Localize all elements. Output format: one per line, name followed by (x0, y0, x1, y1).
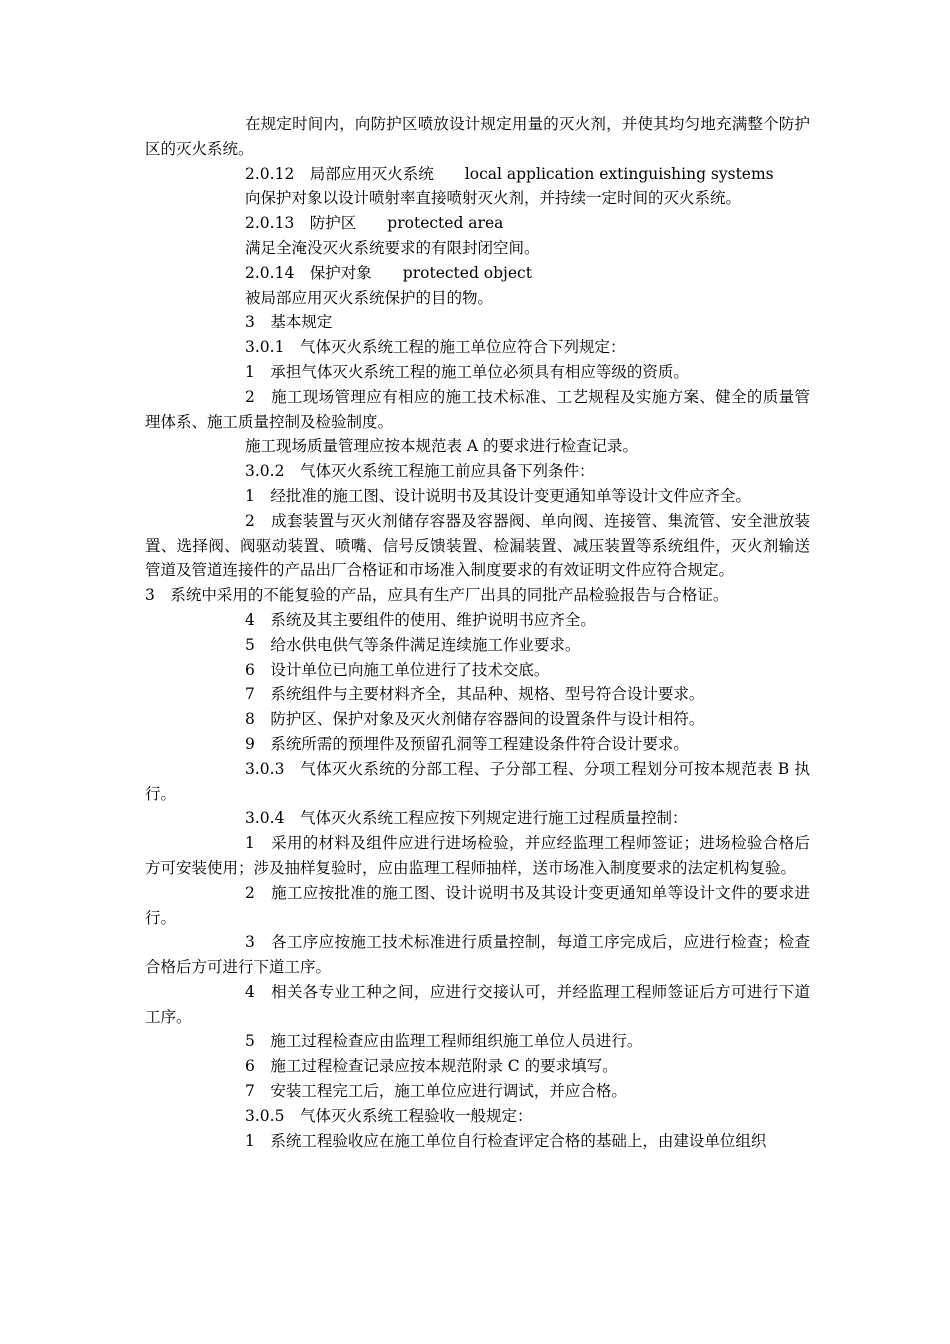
paragraph: 施工现场质量管理应按本规范表 A 的要求进行检查记录。 (245, 437, 639, 456)
term-heading-2-0-13: 2.0.13 防护区 protected area (245, 214, 504, 233)
list-item: 4 系统及其主要组件的使用、维护说明书应齐全。 (245, 610, 596, 629)
list-item: 8 防护区、保护对象及灭火剂储存容器间的设置条件与设计相符。 (245, 710, 705, 729)
list-item: 3 系统中采用的不能复验的产品，应具有生产厂出具的同批产品检验报告与合格证。 (145, 586, 729, 605)
list-item: 1 经批准的施工图、设计说明书及其设计变更通知单等设计文件应齐全。 (245, 486, 751, 505)
list-item: 4 相关各专业工种之间，应进行交接认可，并经监理工程师签证后方可进行下道工序。 (145, 982, 810, 1026)
list-item: 1 系统工程验收应在施工单位自行检查评定合格的基础上，由建设单位组织 (245, 1131, 767, 1150)
list-item: 3 各工序应按施工技术标准进行质量控制，每道工序完成后，应进行检查；检查合格后方可进行下道工序。 (145, 933, 810, 977)
clause-3-0-1: 3.0.1 气体灭火系统工程的施工单位应符合下列规定： (245, 338, 626, 357)
list-item: 1 承担气体灭火系统工程的施工单位必须具有相应等级的资质。 (245, 362, 689, 381)
list-item: 2 施工现场管理应有相应的施工技术标准、工艺规程及实施方案、健全的质量管理体系、施工质量控制及检验制度。 (145, 387, 810, 431)
paragraph: 被局部应用灭火系统保护的目的物。 (245, 288, 494, 307)
clause-3-0-5: 3.0.5 气体灭火系统工程验收一般规定： (245, 1106, 533, 1125)
term-heading-2-0-14: 2.0.14 保护对象 protected object (245, 263, 532, 282)
list-item: 7 系统组件与主要材料齐全，其品种、规格、型号符合设计要求。 (245, 685, 705, 704)
list-item: 2 施工应按批准的施工图、设计说明书及其设计变更通知单等设计文件的要求进行。 (145, 883, 810, 927)
document-page (145, 112, 810, 1153)
list-item: 2 成套装置与灭火剂储存容器及容器阀、单向阀、连接管、集流管、安全泄放装置、选择阀、阀驱动装置、喷嘴、信号反馈装置、检漏装置、减压装置等系统组件，灭火剂输送管道及管道连接件的产品出厂合格证和市场准入制度要求的有效证明文件应符合规定。 (145, 511, 810, 580)
list-item: 7 安装工程完工后，施工单位应进行调试，并应合格。 (245, 1082, 627, 1101)
paragraph: 满足全淹没灭火系统要求的有限封闭空间。 (245, 238, 540, 257)
list-item: 1 采用的材料及组件应进行进场检验，并应经监理工程师签证；进场检验合格后方可安装使用；涉及抽样复验时，应由监理工程师抽样，送市场准入制度要求的法定机构复验。 (145, 834, 810, 877)
section-heading-3: 3 基本规定 (245, 313, 333, 332)
clause-3-0-2: 3.0.2 气体灭火系统工程施工前应具备下列条件： (245, 462, 595, 481)
clause-3-0-3: 3.0.3 气体灭火系统的分部工程、子分部工程、分项工程划分可按本规范表 B 执行。 (145, 759, 810, 803)
paragraph: 在规定时间内，向防护区喷放设计规定用量的灭火剂，并使其均匀地充满整个防护区的灭火系统。 (145, 115, 810, 158)
paragraph: 向保护对象以设计喷射率直接喷射灭火剂，并持续一定时间的灭火系统。 (245, 189, 742, 208)
clause-3-0-4: 3.0.4 气体灭火系统工程应按下列规定进行施工过程质量控制： (245, 809, 688, 828)
list-item: 9 系统所需的预埋件及预留孔洞等工程建设条件符合设计要求。 (245, 734, 689, 753)
list-item: 6 施工过程检查记录应按本规范附录 C 的要求填写。 (245, 1057, 618, 1076)
term-heading-2-0-12: 2.0.12 局部应用灭火系统 local application extinguishing systems (245, 164, 774, 183)
list-item: 6 设计单位已向施工单位进行了技术交底。 (245, 660, 550, 679)
list-item: 5 施工过程检查应由监理工程师组织施工单位人员进行。 (245, 1032, 643, 1051)
list-item: 5 给水供电供气等条件满足连续施工作业要求。 (245, 635, 581, 654)
